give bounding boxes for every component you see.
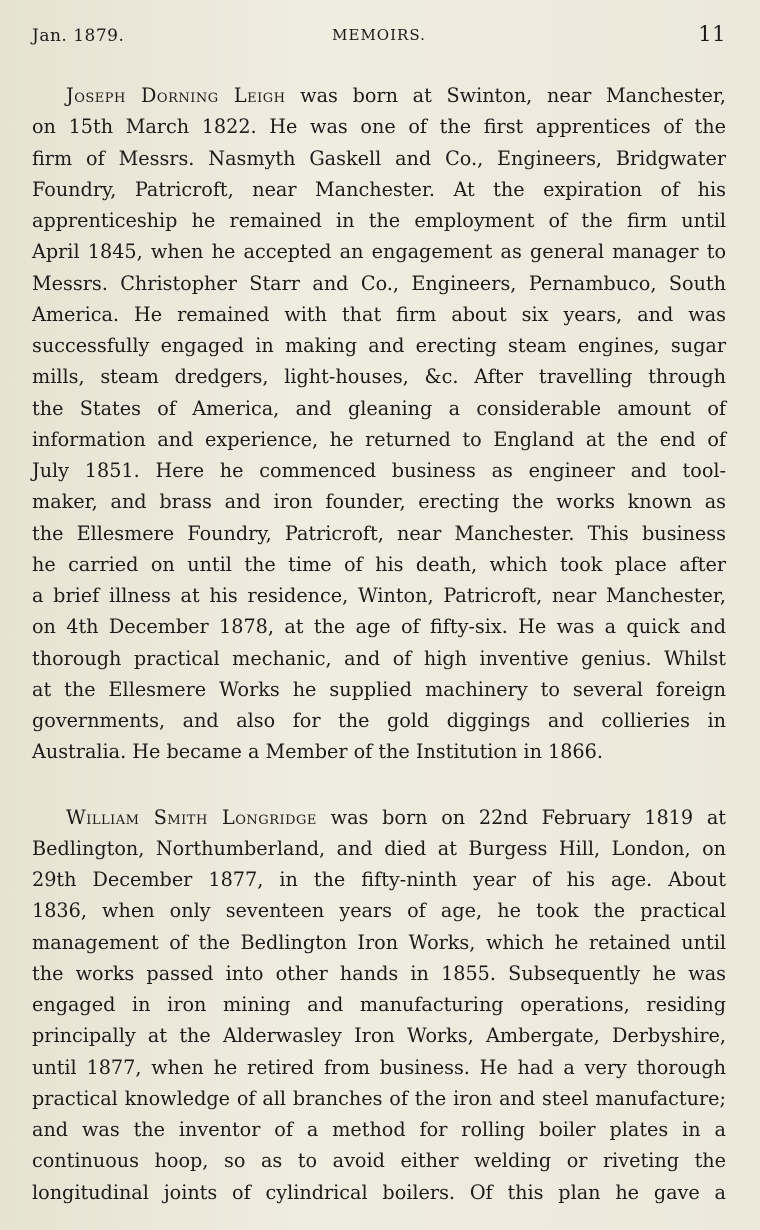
memoir-line: 1836, when only seventeen years of age, he took the practical bbox=[32, 899, 726, 923]
memoir-william-smith-longridge bbox=[32, 802, 726, 1208]
header-date: Jan. 1879. bbox=[32, 26, 125, 46]
memoir-line: Foundry, Patricroft, near Manchester. At the expiration of his bbox=[32, 177, 726, 201]
memoir-line: mills, steam dredgers, light-houses, &c. After travelling through bbox=[32, 365, 726, 389]
memoir-line: he carried on until the time of his death, which took place after bbox=[32, 552, 726, 576]
memoir-line: management of the Bedlington Iron Works, which he retained until bbox=[32, 930, 726, 954]
memoir-line: William Smith Longridge was born on 22nd February 1819 at bbox=[66, 805, 726, 829]
header-title: MEMOIRS. bbox=[332, 26, 426, 44]
memoir-line: Australia. He became a Member of the Institution in 1866. bbox=[32, 740, 603, 764]
memoir-line: America. He remained with that firm about six years, and was bbox=[32, 302, 726, 326]
memoir-line: governments, and also for the gold diggings and collieries in bbox=[32, 709, 726, 732]
memoir-line: maker, and brass and iron founder, erecting the works known as bbox=[32, 490, 726, 514]
memoir-line: 29th December 1877, in the fifty-ninth year of his age. About bbox=[32, 868, 726, 891]
memoir-line: April 1845, when he accepted an engagement as general manager to bbox=[32, 240, 726, 264]
memoir-line: until 1877, when he retired from business. He had a very thorough bbox=[32, 1055, 726, 1079]
memoir-line: thorough practical mechanic, and of high inventive genius. Whilst bbox=[32, 646, 726, 670]
memoir-line: Bedlington, Northumberland, and died at Burgess Hill, London, on bbox=[32, 836, 726, 860]
memoir-line: July 1851. Here he commenced business as engineer and tool- bbox=[32, 459, 726, 482]
memoir-line: longitudinal joints of cylindrical boilers. Of this plan he gave a bbox=[32, 1180, 726, 1204]
memoir-line: the Ellesmere Foundry, Patricroft, near Manchester. This business bbox=[32, 521, 726, 545]
page-number: 11 bbox=[698, 22, 726, 46]
memoir-line: successfully engaged in making and erecting steam engines, sugar bbox=[32, 334, 726, 357]
memoir-line: the States of America, and gleaning a considerable amount of bbox=[32, 396, 726, 420]
memoir-line: practical knowledge of all branches of the iron and steel manufacture; bbox=[32, 1086, 726, 1110]
memoir-line: engaged in iron mining and manufacturing operations, residing bbox=[32, 993, 726, 1016]
memoir-line: a brief illness at his residence, Winton, Patricroft, near Manchester, bbox=[32, 584, 726, 607]
memoir-line: Joseph Dorning Leigh was born at Swinton, near Manchester, bbox=[66, 84, 726, 107]
memoir-line: information and experience, he returned to England at the end of bbox=[32, 427, 726, 451]
memoir-line: firm of Messrs. Nasmyth Gaskell and Co., Engineers, Bridgwater bbox=[32, 146, 726, 170]
memoir-line: on 15th March 1822. He was one of the first apprentices of the bbox=[32, 115, 726, 139]
memoir-line: apprenticeship he remained in the employment of the firm until bbox=[32, 209, 726, 232]
running-header bbox=[32, 22, 726, 52]
memoir-line: and was the inventor of a method for rolling boiler plates in a bbox=[32, 1118, 726, 1141]
memoir-line: principally at the Alderwasley Iron Works, Ambergate, Derbyshire, bbox=[32, 1024, 726, 1048]
memoir-name: Joseph Dorning Leigh bbox=[66, 84, 286, 107]
memoir-line: at the Ellesmere Works he supplied machinery to several foreign bbox=[32, 677, 726, 701]
memoir-joseph-dorning-leigh bbox=[32, 80, 726, 768]
memoir-line: on 4th December 1878, at the age of fifty-six. He was a quick and bbox=[32, 615, 726, 639]
memoir-line: the works passed into other hands in 1855. Subsequently he was bbox=[32, 961, 726, 985]
memoir-line: Messrs. Christopher Starr and Co., Engineers, Pernambuco, South bbox=[32, 271, 726, 295]
memoir-name: William Smith Longridge bbox=[66, 805, 317, 829]
memoir-line: continuous hoop, so as to avoid either welding or riveting the bbox=[32, 1149, 726, 1173]
